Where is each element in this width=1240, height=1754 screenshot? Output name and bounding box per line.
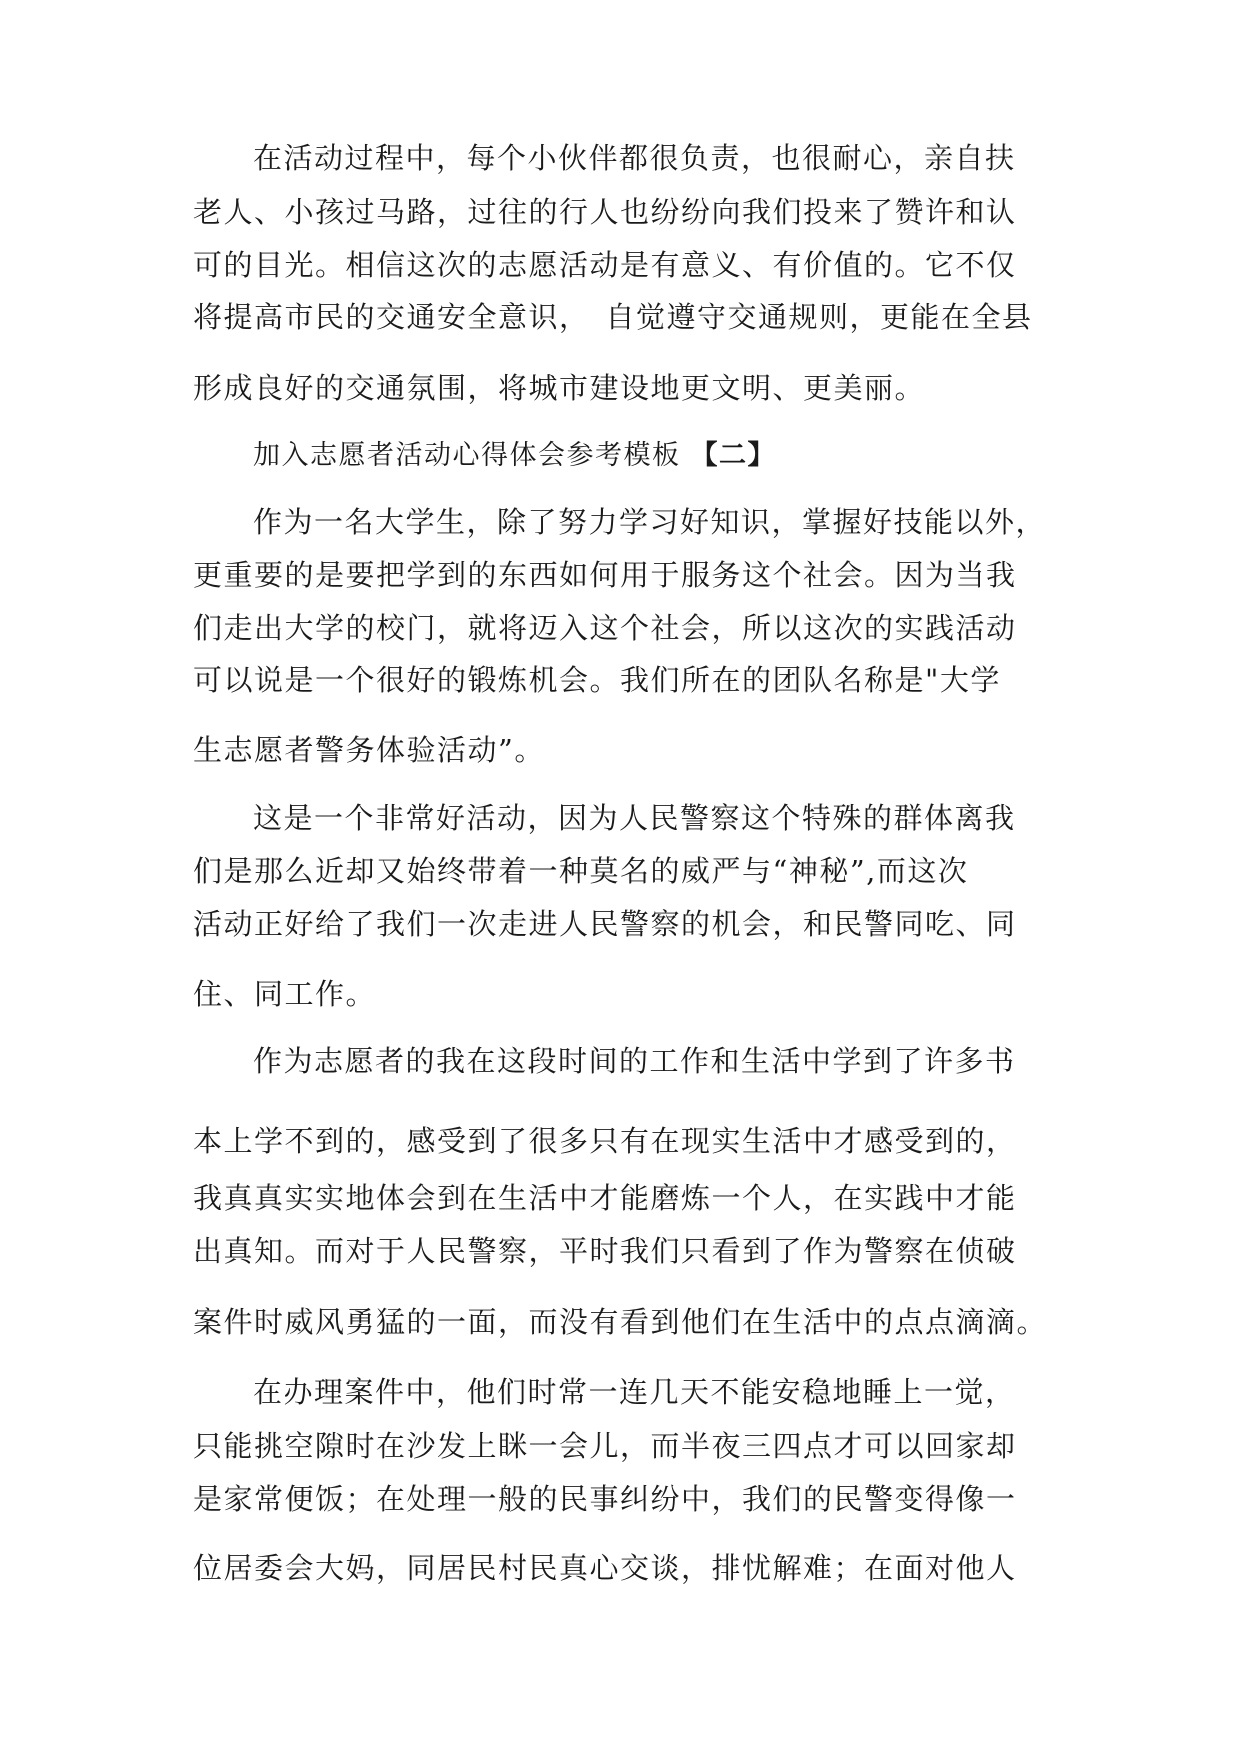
paragraph-line: 在活动过程中，每个小伙伴都很负责，也很耐心，亲自扶 <box>253 141 1016 175</box>
paragraph-line: 这是一个非常好活动，因为人民警察这个特殊的群体离我 <box>253 801 1016 835</box>
paragraph-line: 可以说是一个很好的锻炼机会。我们所在的团队名称是"大学 <box>193 663 1001 697</box>
paragraph-line: 位居委会大妈，同居民村民真心交谈，排忧解难；在面对他人 <box>193 1551 1017 1585</box>
paragraph-line: 可的目光。相信这次的志愿活动是有意义、有价值的。它不仅 <box>193 248 1017 282</box>
paragraph-line: 案件时威风勇猛的一面，而没有看到他们在生活中的点点滴滴。 <box>193 1305 1048 1339</box>
paragraph-line: 们是那么近却又始终带着一种莫名的威严与“神秘”,而这次 <box>193 854 969 888</box>
paragraph-line: 们走出大学的校门，就将迈入这个社会，所以这次的实践活动 <box>193 611 1017 645</box>
paragraph-line: 出真知。而对于人民警察，平时我们只看到了作为警察在侦破 <box>193 1234 1017 1268</box>
paragraph-line: 作为一名大学生，除了努力学习好知识，掌握好技能以外， <box>253 505 1047 539</box>
paragraph-line: 我真真实实地体会到在生活中才能磨炼一个人，在实践中才能 <box>193 1181 1017 1215</box>
paragraph-line: 只能挑空隙时在沙发上眯一会儿，而半夜三四点才可以回家却 <box>193 1429 1017 1463</box>
paragraph-line: 形成良好的交通氛围，将城市建设地更文明、更美丽。 <box>193 371 926 405</box>
paragraph-line: 活动正好给了我们一次走进人民警察的机会，和民警同吃、同 <box>193 907 1017 941</box>
section-heading-title: 加入志愿者活动心得体会参考模板 <box>253 440 681 471</box>
section-heading-number: 【二】 <box>690 440 776 471</box>
paragraph-line: 将提高市民的交通安全意识， 自觉遵守交通规则，更能在全县 <box>193 300 1033 334</box>
paragraph-line: 本上学不到的，感受到了很多只有在现实生活中才感受到的， <box>193 1124 1017 1158</box>
paragraph-line: 是家常便饭；在处理一般的民事纠纷中，我们的民警变得像一 <box>193 1482 1017 1516</box>
paragraph-line: 在办理案件中，他们时常一连几天不能安稳地睡上一觉， <box>253 1375 1016 1409</box>
paragraph-line: 更重要的是要把学到的东西如何用于服务这个社会。因为当我 <box>193 558 1017 592</box>
paragraph-line: 生志愿者警务体验活动”。 <box>193 733 545 767</box>
paragraph-line: 作为志愿者的我在这段时间的工作和生活中学到了许多书 <box>253 1044 1016 1078</box>
paragraph-line: 住、同工作。 <box>193 977 377 1011</box>
section-heading <box>253 436 1113 476</box>
paragraph-line: 老人、小孩过马路，过往的行人也纷纷向我们投来了赞许和认 <box>193 195 1017 229</box>
